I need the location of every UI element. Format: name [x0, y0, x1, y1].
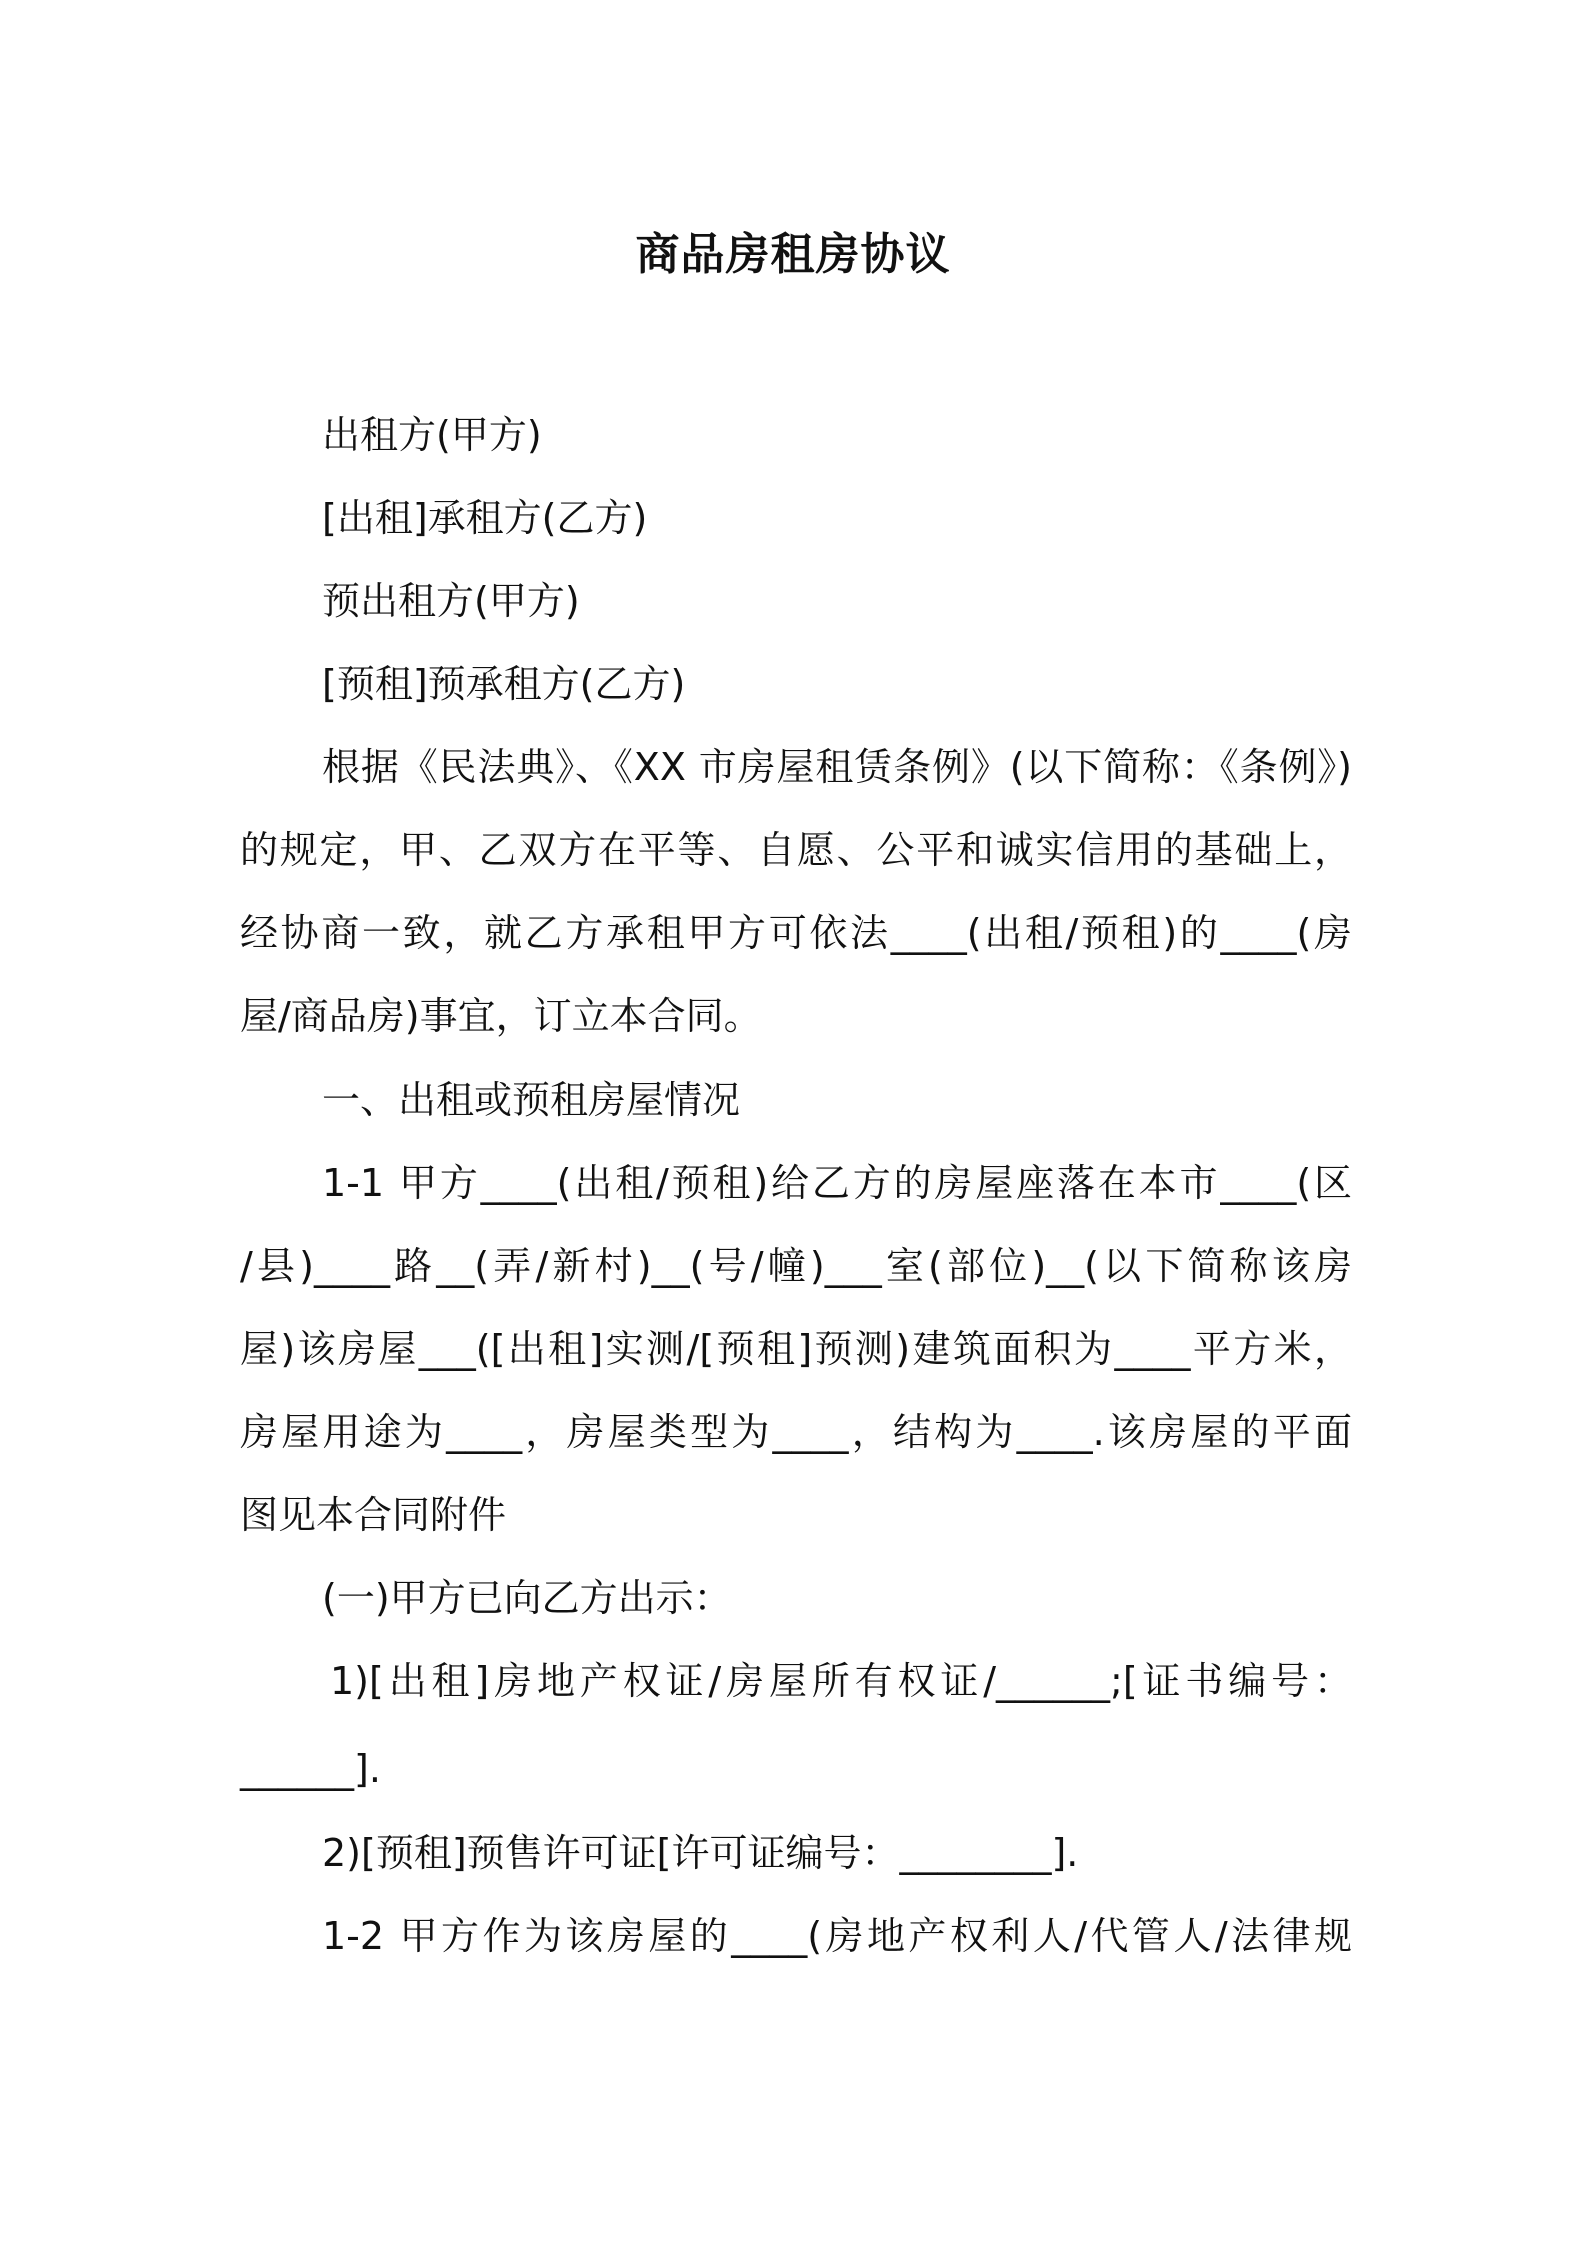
item-1-line-2: ______]. — [240, 1747, 381, 1791]
party-pre-lessee: [预租]预承租方(乙方) — [322, 662, 686, 706]
preamble-line-2: 的规定，甲、乙双方在平等、自愿、公平和诚实信用的基础上， — [240, 828, 1352, 872]
party-lessee: [出租]承租方(乙方) — [322, 496, 648, 540]
preamble-line-4: 屋/商品房)事宜，订立本合同。 — [240, 994, 762, 1038]
clause-1-1-line-4: 房屋用途为____，房屋类型为____，结构为____.该房屋的平面 — [240, 1410, 1352, 1454]
preamble-line-3: 经协商一致，就乙方承租甲方可依法____(出租/预租)的____(房 — [240, 911, 1352, 955]
item-2: 2)[预租]预售许可证[许可证编号：________]. — [322, 1831, 1079, 1875]
clause-1-2-line-1: 1-2 甲方作为该房屋的____(房地产权利人/代管人/法律规 — [322, 1914, 1352, 1958]
clause-1-1-line-1: 1-1 甲方____(出租/预租)给乙方的房屋座落在本市____(区 — [322, 1161, 1352, 1205]
clause-1-1-line-2: /县)____路__(弄/新村)__(号/幢)___室(部位)__(以下简称该房 — [240, 1244, 1352, 1288]
party-pre-lessor: 预出租方(甲方) — [322, 579, 580, 623]
party-lessor: 出租方(甲方) — [322, 413, 542, 457]
clause-1-1-line-3: 屋)该房屋___([出租]实测/[预租]预测)建筑面积为____平方米， — [240, 1327, 1352, 1371]
subsection-heading-1: (一)甲方已向乙方出示： — [322, 1576, 732, 1620]
item-1-line-1: 1)[出租]房地产权证/房屋所有权证/______;[证书编号： — [330, 1659, 1352, 1703]
document-title: 商品房租房协议 — [635, 229, 951, 280]
section-heading-1: 一、出租或预租房屋情况 — [322, 1078, 741, 1122]
preamble-line-1: 根据《民法典》、《XX 市房屋租赁条例》(以下简称：《条例》) — [322, 745, 1352, 789]
clause-1-1-line-5: 图见本合同附件 — [240, 1493, 507, 1537]
